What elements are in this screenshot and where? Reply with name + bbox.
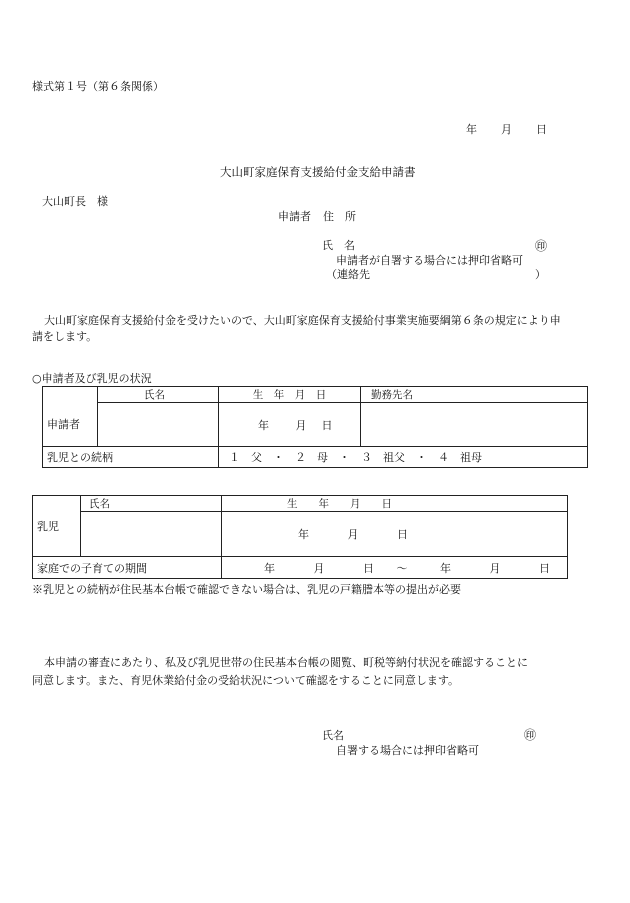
period-to-month: 月 xyxy=(489,561,501,575)
birth-day-label: 日 xyxy=(321,418,333,432)
date-month-label: 月 xyxy=(501,123,512,136)
period-separator: ～ xyxy=(396,561,408,575)
col-name-header: 氏名 xyxy=(98,387,219,403)
row-applicant-label: 申請者 xyxy=(43,403,98,447)
infant-birth-day-label: 日 xyxy=(397,528,408,541)
date-year-label: 年 xyxy=(466,123,477,136)
period-label: 家庭での子育ての期間 xyxy=(33,557,222,579)
consent-line-1: 本申請の審査にあたり、私及び乳児世帯の住民基本台帳の閲覧、町税等納付状況を確認することに xyxy=(44,656,528,669)
applicant-name-cell[interactable] xyxy=(98,403,219,447)
infant-table-corner xyxy=(33,496,81,512)
infant-col-birth-header: 生 年 月 日 xyxy=(222,496,568,512)
col-work-header: 勤務先名 xyxy=(361,387,588,403)
col-birth-header: 生 年 月 日 xyxy=(219,387,361,403)
infant-col-name-header: 氏名 xyxy=(81,496,222,512)
seal-mark: ㊞ xyxy=(535,239,548,253)
seal-note: 申請者が自署する場合には押印省略可 xyxy=(336,254,523,267)
infant-birth-month-label: 月 xyxy=(347,528,359,541)
note-text: ※乳児との続柄が住民基本台帳で確認できない場合は、乳児の戸籍謄本等の提出が必要 xyxy=(32,583,461,596)
infant-table xyxy=(32,495,568,579)
date-day-label: 日 xyxy=(536,123,547,136)
form-label: 様式第１号（第６条関係） xyxy=(32,80,164,93)
signature-name-label: 氏名 xyxy=(322,729,344,742)
infant-name-cell[interactable] xyxy=(81,512,222,557)
period-from-year: 年 xyxy=(264,561,275,575)
body-text-line-2: 請をします。 xyxy=(32,330,98,343)
relation-options[interactable]: １ 父 ・ ２ 母 ・ ３ 祖父 ・ ４ 祖母 xyxy=(219,447,588,468)
applicant-work-cell[interactable] xyxy=(361,403,588,447)
relation-label: 乳児との続柄 xyxy=(43,447,219,468)
signature-seal-mark: ㊞ xyxy=(524,728,537,742)
birth-month-label: 月 xyxy=(295,418,307,432)
addressee: 大山町長 様 xyxy=(42,195,108,208)
period-from-month: 月 xyxy=(313,561,325,575)
signature-note: 自署する場合には押印省略可 xyxy=(336,744,479,757)
applicant-table-corner xyxy=(43,387,98,403)
period-cell[interactable] xyxy=(222,557,568,579)
infant-birth-year-label: 年 xyxy=(298,528,309,541)
contact-label: （連絡先 xyxy=(326,268,370,281)
infant-birth-cell[interactable] xyxy=(222,512,568,557)
period-from-day: 日 xyxy=(363,561,374,575)
contact-close: ） xyxy=(535,268,546,281)
body-text-line-1: 大山町家庭保育支援給付金を受けたいので、大山町家庭保育支援給付事業実施要綱第６条の規定により申 xyxy=(44,314,561,327)
consent-line-2: 同意します。また、育児休業給付金の受給状況について確認をすることに同意します。 xyxy=(32,674,460,687)
period-to-year: 年 xyxy=(440,561,451,575)
applicant-table xyxy=(42,386,588,468)
form-title: 大山町家庭保育支援給付金支給申請書 xyxy=(220,165,416,179)
row-infant-label: 乳児 xyxy=(33,512,81,557)
applicant-label: 申請者 xyxy=(278,210,311,223)
section-title: ○申請者及び乳児の状況 xyxy=(32,372,152,385)
period-to-day: 日 xyxy=(539,561,550,575)
applicant-birth-cell[interactable] xyxy=(219,403,361,447)
address-label: 住 所 xyxy=(323,210,356,223)
birth-year-label: 年 xyxy=(258,418,269,432)
applicant-name-label: 氏 名 xyxy=(322,239,355,252)
